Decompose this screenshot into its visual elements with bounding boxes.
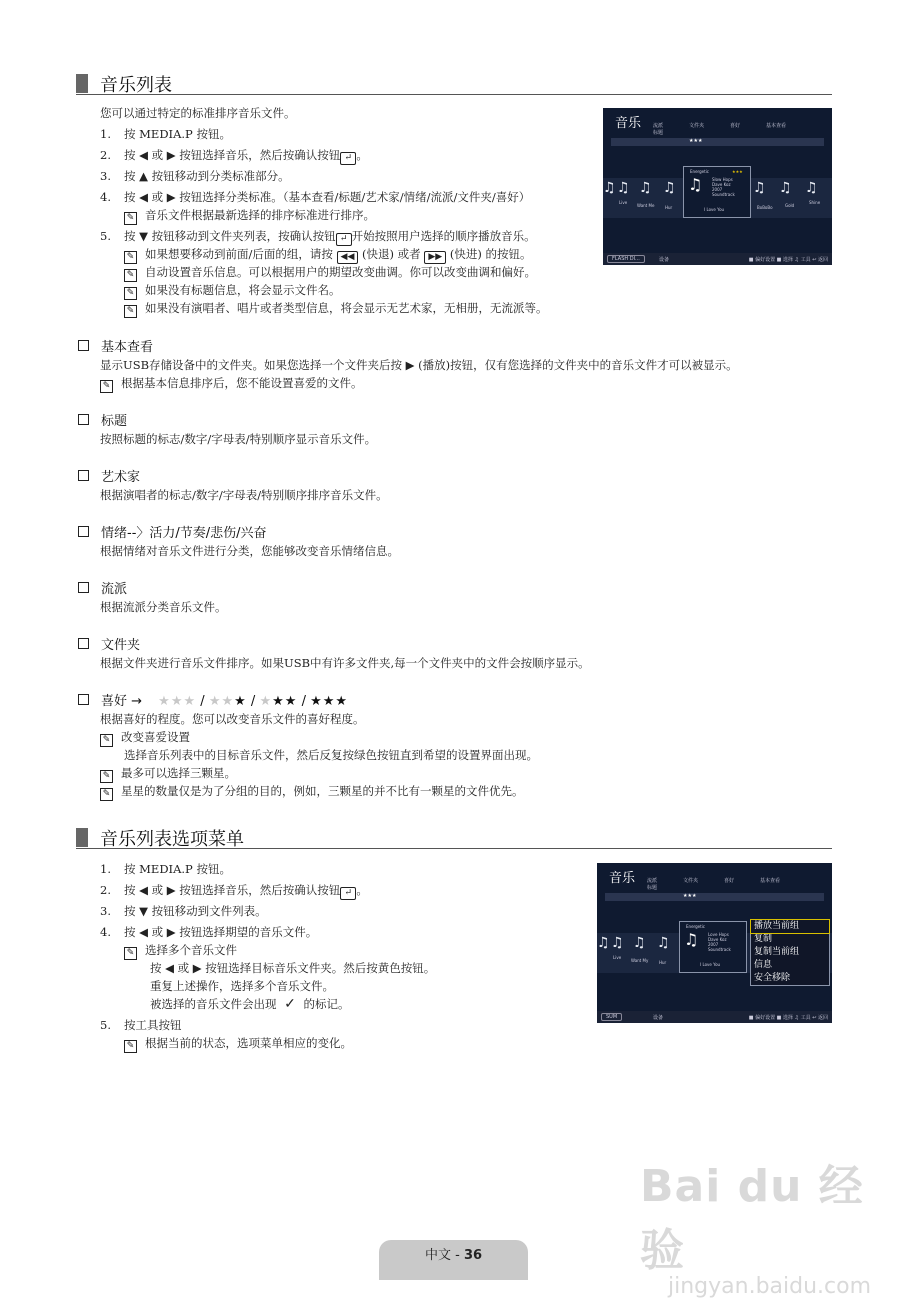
tv-sort-tabs: 流派 文件夹 喜好 基本查看标题 (653, 123, 787, 136)
file-label: BoBoBo (757, 205, 773, 210)
music-note-icon: ♫ (639, 180, 652, 196)
note-step-5-3: ✎ 如果没有标题信息，将会显示文件名。 (124, 283, 341, 300)
s2-note-tools: ✎ 根据当前的状态，选项菜单相应的变化。 (124, 1036, 352, 1053)
step-5: 5. 按 ▼ 按钮移动到文件夹列表，按确认按钮 ↵ 开始按照用户选择的顺序播放音乐。 (100, 229, 536, 244)
file-label: Live (619, 200, 628, 205)
s2-note-multi: ✎ 选择多个音乐文件 (124, 943, 237, 960)
tv-footer: SUM 设备 ■ 偏好设置 ■ 选择 ♫ 工具 ↩ 返回 (597, 1011, 832, 1023)
section-bar (76, 828, 88, 847)
favorite-note-3: ✎ 星星的数量仅是为了分组的目的，例如，三颗星的并不比有一颗星的文件优先。 (100, 784, 524, 801)
music-note-icon: ♫ (684, 930, 699, 949)
file-label: Hur (659, 960, 667, 965)
music-note-icon: ♫ (657, 935, 670, 951)
section-title: 音乐列表选项菜单 (100, 829, 244, 850)
section-header-options-menu (76, 826, 832, 849)
checkmark-icon: ✓ (284, 996, 296, 1012)
music-note-icon: ♫ (597, 935, 610, 951)
note-step-5-4: ✎ 如果没有演唱者、唱片或者类型信息，将会显示无艺术家，无相册，无流派等。 (124, 301, 548, 318)
enter-icon: ↵ (340, 887, 356, 900)
favorite-note-2: ✎ 最多可以选择三颗星。 (100, 766, 236, 783)
note-icon: ✎ (100, 770, 113, 783)
favorite-desc: 根据喜好的程度。您可以改变音乐文件的喜好程度。 (100, 712, 365, 726)
category-genre: 流派 (78, 578, 127, 597)
tv-screenshot-music-list (603, 108, 832, 265)
intro-text: 您可以通过特定的标准排序音乐文件。 (100, 106, 296, 120)
category-artist: 艺术家 (78, 466, 140, 485)
note-icon: ✎ (124, 212, 137, 225)
checkbox-icon (78, 414, 89, 425)
category-basic: 基本查看 (78, 336, 153, 355)
music-note-icon: ♫ (633, 935, 646, 951)
tv-footer: FLASH DI... 设备 ■ 偏好设置 ■ 选择 ♫ 工具 ↩ 返回 (603, 253, 832, 265)
menu-item-copy-group[interactable]: 复制当前组 (754, 947, 800, 957)
device-badge: SUM (601, 1013, 622, 1021)
section-header-music-list (76, 72, 832, 95)
note-icon: ✎ (124, 305, 137, 318)
checkbox-icon (78, 340, 89, 351)
menu-item-safe-remove[interactable]: 安全移除 (754, 973, 791, 983)
file-label: Hur (665, 205, 673, 210)
device-badge: FLASH DI... (607, 255, 645, 263)
tv-sort-bar: ★★★ (605, 893, 824, 901)
music-note-icon: ♫ (779, 180, 792, 196)
category-folder: 文件夹 (78, 634, 140, 653)
s2-step-4: 4. 按 ◀ 或 ▶ 按钮选择期望的音乐文件。 (100, 925, 318, 939)
baidu-watermark: Bai du 经验 jingyan.baidu.com (640, 1161, 872, 1299)
s2-multi-2: 重复上述操作，选择多个音乐文件。 (150, 979, 334, 993)
title-desc: 按照标题的标志/数字/字母表/特别顺序显示音乐文件。 (100, 432, 377, 446)
star-rating-3: ★★★ (310, 694, 349, 709)
note-icon: ✎ (124, 269, 137, 282)
note-step-5-1: ✎ 如果想要移动到前面/后面的组，请按 ◀◀ (快退) 或者 ▶▶ (快进) 的按钮。 (124, 247, 531, 264)
music-note-icon: ♫ (611, 935, 624, 951)
music-note-icon: ♫ (805, 180, 818, 196)
note-icon: ✎ (124, 287, 137, 300)
file-label: Want Me (637, 203, 655, 208)
star-rating-2: ★★★ (259, 694, 298, 709)
step-1: 1. 按 MEDIA.P 按钮。 (100, 127, 231, 141)
tv-sort-bar: ★★★ (611, 138, 824, 146)
music-note-icon: ♫ (663, 180, 676, 196)
step-2: 2. 按 ◀ 或 ▶ 按钮选择音乐，然后按确认按钮 ↵ 。 (100, 148, 368, 163)
section-title: 音乐列表 (100, 75, 172, 96)
checkbox-icon (78, 582, 89, 593)
star-rating-0: ★★★ (158, 694, 197, 709)
file-label: Shine (809, 200, 821, 205)
file-label: Gold (785, 203, 795, 208)
genre-desc: 根据流派分类音乐文件。 (100, 600, 227, 614)
checkbox-icon (78, 470, 89, 481)
tv-title: 音乐 (615, 116, 642, 131)
note-icon: ✎ (124, 1040, 137, 1053)
enter-icon: ↵ (340, 152, 356, 165)
s2-step-2: 2. 按 ◀ 或 ▶ 按钮选择音乐，然后按确认按钮 ↵ 。 (100, 883, 368, 898)
music-note-icon: ♫ (753, 180, 766, 196)
checkbox-icon (78, 694, 89, 705)
mood-desc: 根据情绪对音乐文件进行分类，您能够改变音乐情绪信息。 (100, 544, 399, 558)
tools-menu[interactable] (750, 919, 830, 986)
basic-note: ✎ 根据基本信息排序后，您不能设置喜爱的文件。 (100, 376, 363, 393)
note-icon: ✎ (100, 380, 113, 393)
note-icon: ✎ (124, 947, 137, 960)
s2-multi-1: 按 ◀ 或 ▶ 按钮选择目标音乐文件夹。然后按黄色按钮。 (150, 961, 436, 975)
music-note-icon: ♫ (688, 175, 703, 194)
file-label: Want My (631, 958, 649, 963)
tv-info-box: Energetic ♫ Love Hops Dave Koz 2007 Soundtrack I Love You (679, 921, 747, 973)
folder-desc: 根据文件夹进行音乐文件排序。如果USB中有许多文件夹,每一个文件夹中的文件会按顺序显示。 (100, 656, 590, 670)
page-number: 中文 - 36 (379, 1240, 528, 1280)
tv-title: 音乐 (609, 871, 636, 886)
step-3: 3. 按 ▲ 按钮移动到分类标准部分。 (100, 169, 290, 183)
category-title: 标题 (78, 410, 127, 429)
note-icon: ✎ (100, 734, 113, 747)
favorite-note-1: ✎ 改变喜爱设置 (100, 730, 190, 747)
music-note-icon: ♫ (617, 180, 630, 196)
section-bar (76, 74, 88, 93)
note-step-4: ✎ 音乐文件根据最新选择的排序标准进行排序。 (124, 208, 375, 225)
star-rating-1: ★★★ (208, 694, 247, 709)
favorite-note-1-detail: 选择音乐列表中的目标音乐文件，然后反复按绿色按钮直到希望的设置界面出现。 (124, 748, 538, 762)
menu-item-info[interactable]: 信息 (754, 960, 773, 970)
fast-forward-icon: ▶▶ (424, 251, 446, 264)
note-icon: ✎ (100, 788, 113, 801)
s2-step-1: 1. 按 MEDIA.P 按钮。 (100, 862, 231, 876)
note-icon: ✎ (124, 251, 137, 264)
basic-desc: 显示USB存储设备中的文件夹。如果您选择一个文件夹后按 ▶ (播放)按钮，仅有您选择的文件夹中的音乐文件才可以被显示。 (100, 358, 738, 372)
menu-item-copy[interactable]: 复制 (754, 934, 773, 944)
file-label: Live (613, 955, 622, 960)
music-note-icon: ♫ (603, 180, 616, 196)
step-4: 4. 按 ◀ 或 ▶ 按钮选择分类标准。（基本查看/标题/艺术家/情绪/流派/文件夹/喜好） (100, 190, 531, 204)
checkbox-icon (78, 526, 89, 537)
artist-desc: 根据演唱者的标志/数字/字母表/特别顺序排序音乐文件。 (100, 488, 388, 502)
enter-icon: ↵ (336, 233, 352, 246)
s2-multi-3: 被选择的音乐文件会出现 ✓ 的标记。 (150, 996, 350, 1012)
menu-item-play-group[interactable]: 播放当前组 (751, 920, 829, 933)
tv-screenshot-options-menu (597, 863, 832, 1023)
s2-step-3: 3. 按 ▼ 按钮移动到文件列表。 (100, 904, 267, 918)
category-mood: 情绪--〉活力/节奏/悲伤/兴奋 (78, 522, 267, 541)
tv-info-box: Energetic ★★★ ♫ Slow Hops Dave Koz 2007 Soundtrack I Love You (683, 166, 751, 218)
note-step-5-2: ✎ 自动设置音乐信息。可以根据用户的期望改变曲调。你可以改变曲调和偏好。 (124, 265, 536, 282)
s2-step-5: 5. 按工具按钮 (100, 1018, 182, 1032)
rewind-icon: ◀◀ (337, 251, 359, 264)
category-favorite: 喜好 → ★★★ / ★★★ / ★★★ / ★★★ (78, 690, 348, 709)
checkbox-icon (78, 638, 89, 649)
tv-sort-tabs: 流派 文件夹 喜好 基本查看标题 (647, 878, 781, 891)
